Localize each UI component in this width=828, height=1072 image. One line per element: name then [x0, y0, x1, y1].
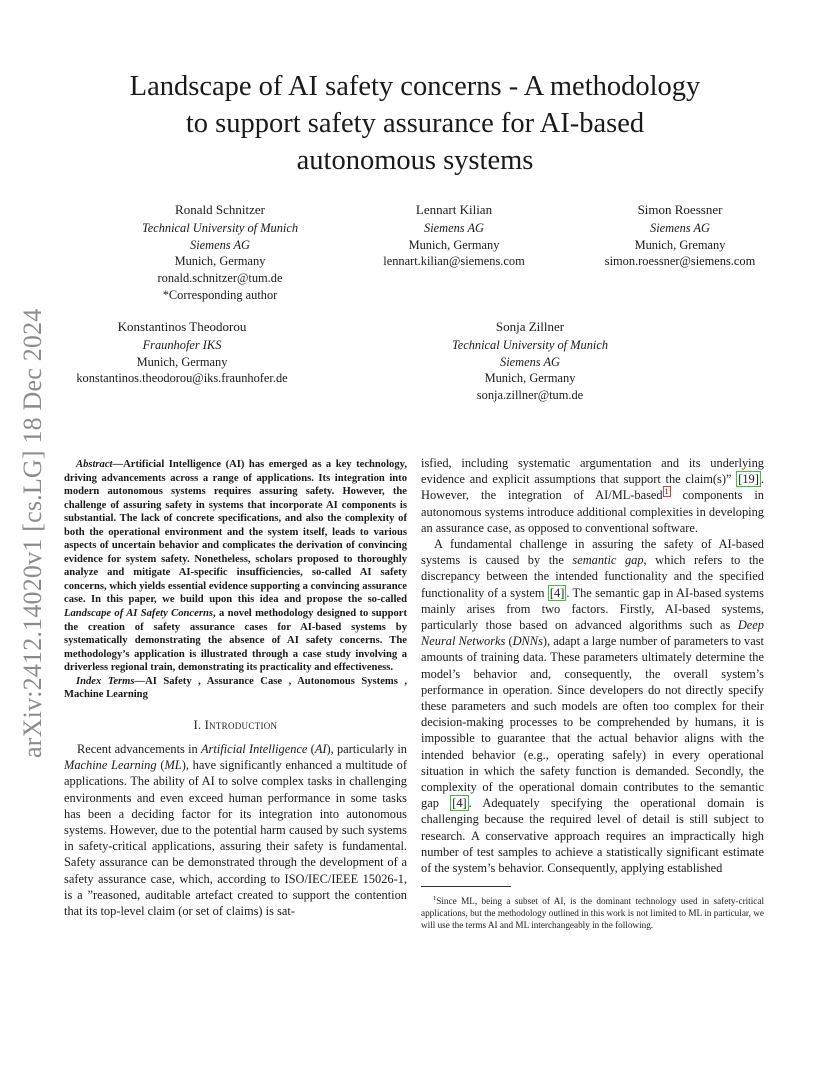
text: ), particularly in: [326, 742, 407, 757]
right-column: [421, 455, 764, 931]
author-affiliation: Siemens AG: [650, 220, 710, 235]
author-affiliation: Siemens AG: [424, 220, 484, 235]
index-terms-label: Index Terms: [76, 675, 135, 687]
author-block: [120, 202, 320, 304]
author-block: [356, 202, 552, 270]
author-block: [585, 202, 775, 270]
author-name: Konstantinos Theodorou: [117, 319, 247, 334]
citation-link[interactable]: [4]: [549, 585, 565, 600]
author-affiliation: Siemens AG: [190, 237, 250, 252]
text: ), have significantly enhanced a multitude of applications. The ability of AI to solve complex tasks in challenging environments and even exceed human performance in some tasks has been a deciding factor for its integration into autonomous systems. However, due to the potential harm caused by such systems in safety-critical applications, assuring their safety is fundamental. Safety assurance can be demonstrated through the development of a safety assurance case, which, according to ISO/IEC/IEEE 15026-1, is a ”reasoned, auditable artefact created to support the contention that its top-level claim (or set of claims) is sat-: [64, 758, 407, 919]
text: (: [505, 634, 513, 649]
footnote-link[interactable]: 1: [664, 487, 669, 497]
author-name: Lennart Kilian: [415, 202, 493, 217]
text: , which refers to the discrepancy between the intended functionality and the specified functionality of a system: [421, 553, 765, 600]
citation-link[interactable]: [19]: [738, 472, 759, 487]
author-name: Ronald Schnitzer: [175, 202, 265, 217]
author-email[interactable]: simon.roessner@siemens.com: [604, 254, 756, 269]
abstract: [64, 458, 407, 675]
author-location: Munich, Gremany: [634, 237, 726, 252]
author-email[interactable]: ronald.schnitzer@tum.de: [157, 271, 283, 286]
author-block: [420, 319, 640, 404]
arxiv-stamp: arXiv:2412.14020v1 [cs.LG] 18 Dec 2024: [18, 308, 47, 758]
footnote-mark: 1: [433, 895, 437, 903]
paper-title: [60, 68, 770, 179]
footnote: [421, 893, 764, 931]
paragraph: [421, 536, 764, 876]
abstract-text: , a novel methodology designed to support the creation of safety assurance cases for AI-based systems by systematically demonstrating the absence of AI safety concerns. The methodology’s application is illustrated through a case study involving a driverless regional train, demonstrating its practicality and effectiveness.: [64, 608, 408, 674]
author-email[interactable]: sonja.zillner@tum.de: [476, 388, 584, 403]
citation-link[interactable]: [4]: [452, 796, 467, 811]
author-location: Munich, Germany: [136, 354, 228, 369]
author-location: Munich, Germany: [174, 254, 266, 269]
title-line: Landscape of AI safety concerns - A methodology: [129, 71, 701, 102]
abstract-text: Artificial Intelligence (AI) has emerged as a key technology, driving advancements across a range of applications. Its integration into modern autonomous systems requires assuring safety. However, the challenge of assuring safety in systems that incorporate AI components is substantial. The lack of concrete specifications, and also the complexity of both the operational environment and the system itself, leads to various aspects of uncertain behavior and complicates the derivation of convincing evidence for system safety. Nonetheless, scholars proposed to thoroughly analyze and mitigate AI-specific insufficiencies, so-called AI safety concerns, which yields essential evidence supporting a convincing assurance case. In this paper, we build upon this idea and propose the so-called: [64, 459, 407, 606]
footnote-text: Since ML, being a subset of AI, is the dominant technology used in safety-critical applications, but the methodology outlined in this work is not limited to ML in particular, we will use the terms AI and ML interchangeably in the following.: [421, 896, 764, 930]
author-affiliation: Fraunhofer IKS: [142, 337, 222, 352]
author-affiliation: Technical University of Munich: [451, 337, 609, 352]
text: Recent advancements in: [77, 742, 201, 757]
term: semantic gap: [572, 553, 644, 568]
text: components in autonomous systems introduce additional complexities in developing an assurance case, as opposed to conventional software.: [421, 488, 764, 535]
paragraph: [421, 455, 764, 536]
author-note: *Corresponding author: [162, 287, 278, 302]
abstract-dash: —: [112, 459, 124, 470]
abstract-italic: Landscape of AI Safety Concerns: [64, 608, 213, 620]
author-email[interactable]: lennart.kilian@siemens.com: [383, 254, 525, 269]
text: ), adapt a large number of parameters to vast amounts of training data. These parameters ultimately determine the model’s behavior and, consequently, the overall system’s performance in operation. Since developers do not directly specify these parameters and such models are often too complex for their decision-making processes to be comprehended by humans, it is impossible to guarantee that the actual behavior aligns with the intended behavior (e.g., operating safely) in every operational situation in which the safety function is demanded. Secondly, the complexity of the operational domain contributes to the semantic gap: [421, 634, 764, 811]
author-location: Munich, Germany: [408, 237, 500, 252]
term: Artificial Intelligence: [200, 742, 308, 757]
text: (: [156, 758, 165, 773]
term: DNNs: [512, 634, 543, 649]
author-affiliation: Technical University of Munich: [141, 220, 299, 235]
left-column: [64, 458, 407, 919]
title-line: autonomous systems: [296, 145, 534, 176]
author-block: [52, 319, 312, 387]
text: . The semantic gap in AI-based systems mainly arises from two factors. Firstly, AI-based systems, particularly those based on advanced algorithms such as: [421, 585, 764, 633]
term: AI: [314, 742, 327, 757]
text: (: [307, 742, 315, 757]
footnote-divider: [421, 886, 511, 887]
text: . However, the integration of AI/ML-based: [421, 472, 764, 503]
term: Machine Learning: [64, 758, 157, 773]
title-line: to support safety assurance for AI-based: [185, 108, 645, 139]
author-email[interactable]: konstantinos.theodorou@iks.fraunhofer.de: [76, 371, 288, 386]
term: Deep Neural Networks: [421, 618, 764, 649]
intro-paragraph: [64, 741, 407, 919]
index-terms: [64, 675, 407, 702]
text: A fundamental challenge in assuring the safety of AI-based systems is caused by the: [421, 537, 764, 568]
text: . Adequately specifying the operational domain is challenging because the required level of detail is still subject to research. A conservative approach requires an impractically high number of test samples to achieve a statistically significant estimate of the system’s behavior. Consequently, applying established: [421, 796, 764, 876]
author-name: Simon Roessner: [637, 202, 723, 217]
author-affiliation: Siemens AG: [500, 354, 560, 369]
author-name: Sonja Zillner: [495, 319, 565, 334]
term: ML: [164, 758, 182, 773]
author-location: Munich, Germany: [484, 371, 576, 386]
section-heading: I. Introduction: [193, 717, 278, 732]
index-terms-text: —AI Safety , Assurance Case , Autonomous Systems , Machine Learning: [64, 675, 407, 701]
text: isfied, including systematic argumentation and its underlying evidence and explicit assumptions that support the claim(s)”: [421, 456, 764, 487]
abstract-label: Abstract: [76, 459, 113, 470]
